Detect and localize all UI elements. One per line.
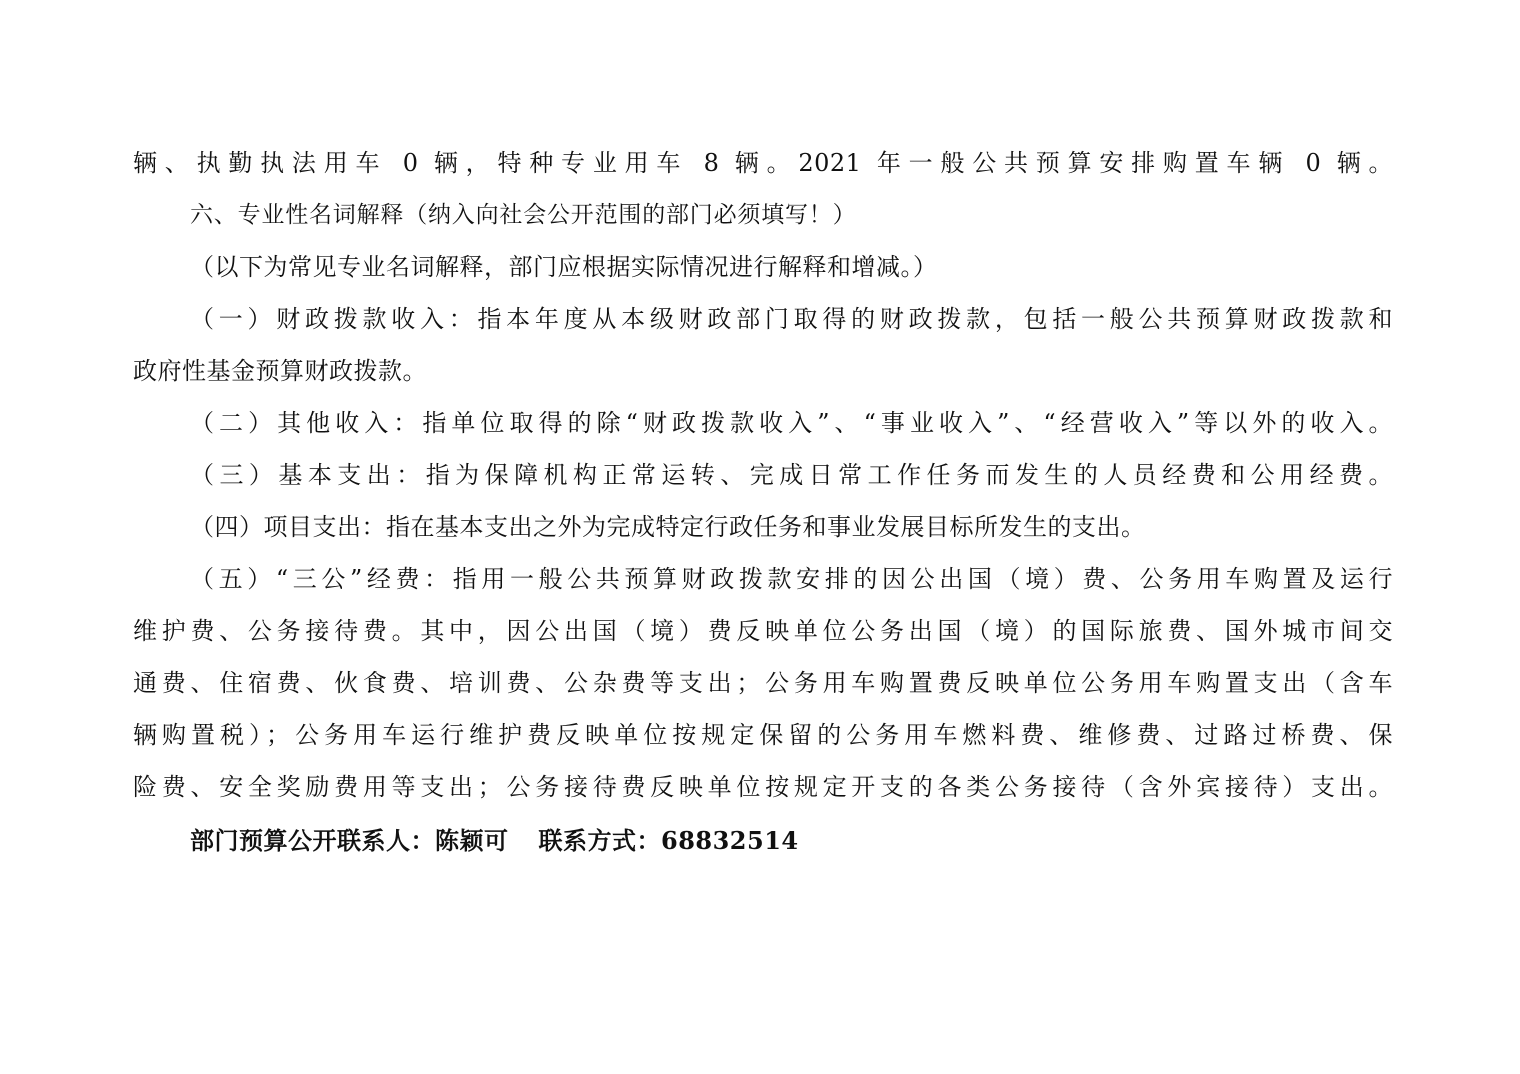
glossary-item-5-line-1: （五）“三公”经费：指用一般公共预算财政拨款安排的因公出国（境）费、公务用车购置及运行 bbox=[190, 565, 1393, 593]
contact-phone: 68832514 bbox=[661, 826, 799, 855]
glossary-note: （以下为常见专业名词解释，部门应根据实际情况进行解释和增减。） bbox=[190, 253, 938, 281]
glossary-item-2: （二）其他收入：指单位取得的除“财政拨款收入”、“事业收入”、“经营收入”等以外的收入。 bbox=[190, 409, 1393, 437]
contact-line bbox=[190, 824, 1393, 858]
paragraph-line-vehicles: 辆、执勤执法用车 0 辆，特种专业用车 8 辆。2021 年一般公共预算安排购置车辆 0 辆。 bbox=[133, 149, 1393, 177]
glossary-item-1-line-2: 政府性基金预算财政拨款。 bbox=[133, 357, 427, 385]
contact-person: 部门预算公开联系人：陈颖可 bbox=[190, 826, 509, 855]
glossary-item-1-line-1: （一）财政拨款收入：指本年度从本级财政部门取得的财政拨款，包括一般公共预算财政拨款和 bbox=[190, 305, 1393, 333]
glossary-item-5-line-5: 险费、安全奖励费用等支出；公务接待费反映单位按规定开支的各类公务接待（含外宾接待）支出。 bbox=[133, 773, 1393, 801]
section-heading-glossary: 六、专业性名词解释（纳入向社会公开范围的部门必须填写！） bbox=[190, 202, 857, 228]
glossary-item-5-line-2: 维护费、公务接待费。其中，因公出国（境）费反映单位公务出国（境）的国际旅费、国外城市间交 bbox=[133, 617, 1393, 645]
glossary-item-3: （三）基本支出：指为保障机构正常运转、完成日常工作任务而发生的人员经费和公用经费。 bbox=[190, 461, 1393, 489]
glossary-item-5-line-4: 辆购置税）；公务用车运行维护费反映单位按规定保留的公务用车燃料费、维修费、过路过桥费、保 bbox=[133, 721, 1393, 749]
glossary-item-4: （四）项目支出：指在基本支出之外为完成特定行政任务和事业发展目标所发生的支出。 bbox=[190, 513, 1146, 541]
contact-method-label: 联系方式： bbox=[538, 826, 661, 855]
glossary-item-5-line-3: 通费、住宿费、伙食费、培训费、公杂费等支出；公务用车购置费反映单位公务用车购置支出（含车 bbox=[133, 669, 1393, 697]
